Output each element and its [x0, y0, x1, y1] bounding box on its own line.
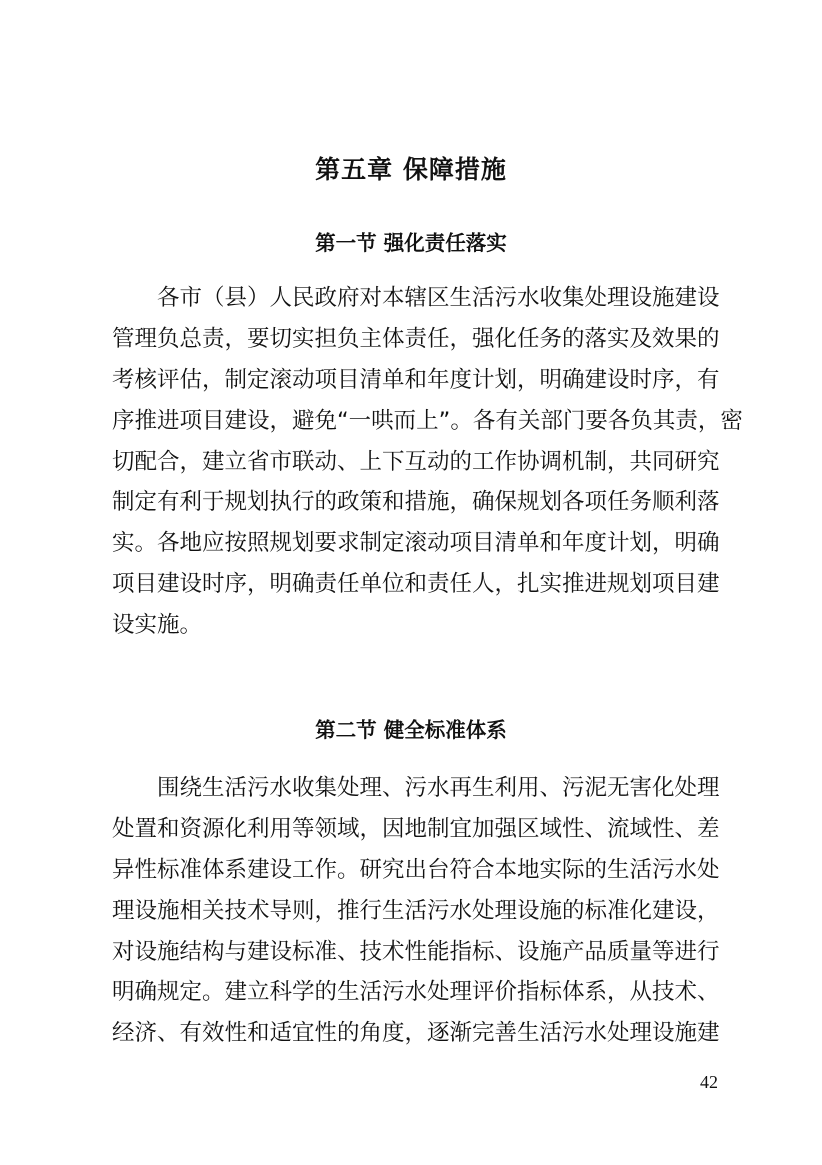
paragraph-line: 设实施。 — [112, 612, 203, 639]
page-number: 42 — [700, 1072, 718, 1092]
paragraph-line: 围绕生活污水收集处理、污水再生利用、污泥无害化处理 — [112, 775, 720, 801]
paragraph-line: 明确规定。建立科学的生活污水处理评价指标体系，从技术、 — [112, 979, 720, 1006]
paragraph-line: 序推进项目建设，避免“一哄而上”。各有关部门要各负其责，密 — [112, 407, 743, 434]
paragraph-line: 处置和资源化利用等领域，因地制宜加强区域性、流域性、差 — [112, 815, 720, 842]
chapter-title: 第五章 保障措施 — [315, 155, 507, 184]
paragraph-line: 实。各地应按照规划要求制定滚动项目清单和年度计划，明确 — [112, 530, 720, 557]
paragraph-line: 制定有利于规划执行的政策和措施，确保规划各项任务顺利落 — [112, 489, 720, 516]
paragraph-line: 理设施相关技术导则，推行生活污水处理设施的标准化建设， — [112, 897, 720, 924]
paragraph-line: 管理负总责，要切实担负主体责任，强化任务的落实及效果的 — [112, 325, 720, 352]
section-2-paragraph — [112, 768, 718, 1054]
paragraph-line: 切配合，建立省市联动、上下互动的工作协调机制，共同研究 — [112, 448, 720, 475]
section-heading-2: 第二节 健全标准体系 — [315, 718, 507, 742]
paragraph-line: 各市（县）人民政府对本辖区生活污水收集处理设施建设 — [112, 285, 720, 311]
section-1-paragraph — [112, 278, 743, 646]
paragraph-line: 项目建设时序，明确责任单位和责任人，扎实推进规划项目建 — [112, 571, 720, 598]
paragraph-line: 对设施结构与建设标准、技术性能指标、设施产品质量等进行 — [112, 938, 720, 965]
paragraph-line: 经济、有效性和适宜性的角度，逐渐完善生活污水处理设施建 — [112, 1020, 720, 1047]
section-heading-1: 第一节 强化责任落实 — [315, 231, 507, 255]
paragraph-line: 考核评估，制定滚动项目清单和年度计划，明确建设时序，有 — [112, 366, 720, 393]
paragraph-line: 异性标准体系建设工作。研究出台符合本地实际的生活污水处 — [112, 856, 720, 883]
